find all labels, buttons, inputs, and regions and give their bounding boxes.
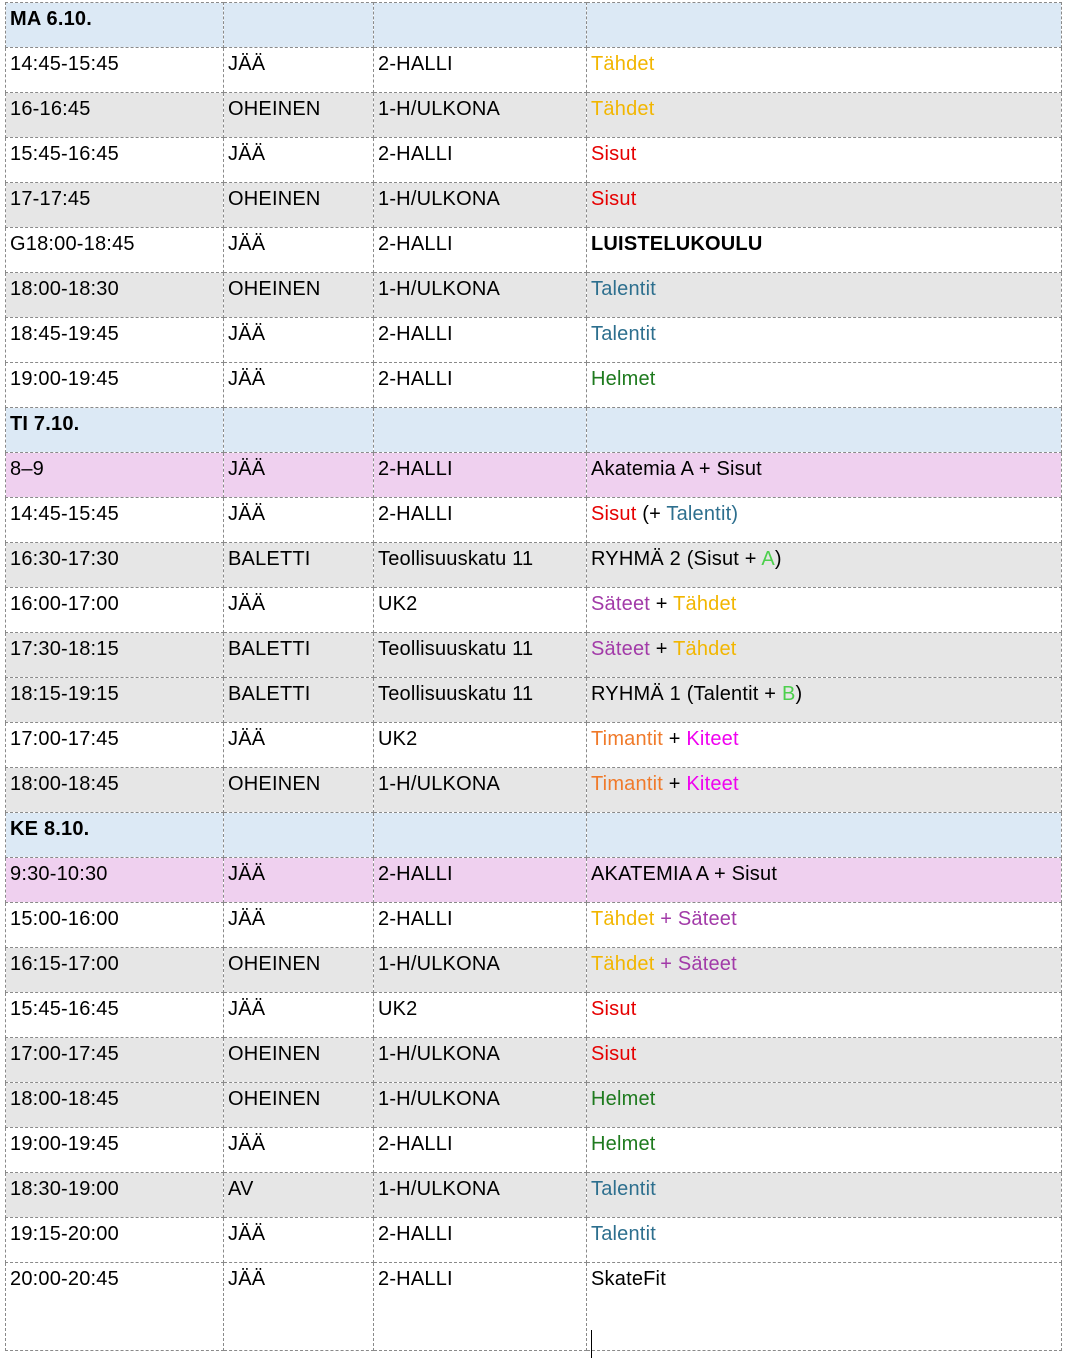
schedule-row — [6, 588, 1062, 633]
time-cell[interactable]: 16:15-17:00 — [6, 948, 224, 993]
time-cell[interactable]: 15:00-16:00 — [6, 903, 224, 948]
location-cell[interactable]: 2-HALLI — [374, 138, 587, 183]
schedule-row — [6, 363, 1062, 408]
schedule-table — [5, 2, 1062, 1351]
group-cell[interactable] — [587, 678, 1062, 723]
group-cell[interactable] — [587, 273, 1062, 318]
day-header-cell[interactable] — [374, 408, 587, 453]
group-segment: Timantit — [591, 773, 663, 795]
group-cell[interactable] — [587, 1083, 1062, 1128]
time-cell[interactable]: 8–9 — [6, 453, 224, 498]
location-cell[interactable]: 1-H/ULKONA — [374, 1083, 587, 1128]
activity-cell[interactable]: JÄÄ — [224, 993, 374, 1038]
activity-cell[interactable]: OHEINEN — [224, 273, 374, 318]
group-segment: Tähdet — [591, 908, 655, 930]
schedule-row — [6, 993, 1062, 1038]
group-segment: Säteet — [591, 638, 651, 660]
activity-cell[interactable]: BALETTI — [224, 543, 374, 588]
location-cell[interactable]: 2-HALLI — [374, 858, 587, 903]
time-cell[interactable]: 9:30-10:30 — [6, 858, 224, 903]
activity-cell[interactable]: OHEINEN — [224, 93, 374, 138]
group-segment: Timantit — [591, 728, 663, 750]
day-header-cell[interactable] — [374, 813, 587, 858]
activity-cell[interactable]: JÄÄ — [224, 138, 374, 183]
activity-cell[interactable]: JÄÄ — [224, 363, 374, 408]
schedule-body — [6, 3, 1062, 1351]
group-segment: Tähdet — [673, 638, 737, 660]
location-cell[interactable]: 1-H/ULKONA — [374, 1038, 587, 1083]
schedule-row — [6, 498, 1062, 543]
group-cell[interactable] — [587, 768, 1062, 813]
group-cell[interactable] — [587, 858, 1062, 903]
group-segment: Helmet — [591, 1088, 656, 1110]
group-segment: LUISTELUKOULU — [591, 233, 763, 255]
activity-cell[interactable]: BALETTI — [224, 678, 374, 723]
day-header-row — [6, 813, 1062, 858]
group-segment: ) — [795, 683, 803, 705]
group-segment: Talentit — [591, 1178, 656, 1200]
day-header-cell[interactable] — [587, 3, 1062, 48]
group-segment: Tähdet — [591, 953, 655, 975]
location-cell[interactable]: 2-HALLI — [374, 1218, 587, 1263]
location-cell[interactable]: 1-H/ULKONA — [374, 273, 587, 318]
day-header-cell[interactable] — [224, 408, 374, 453]
group-cell[interactable] — [587, 453, 1062, 498]
location-cell[interactable]: 1-H/ULKONA — [374, 93, 587, 138]
location-cell[interactable]: 2-HALLI — [374, 48, 587, 93]
location-cell[interactable]: 2-HALLI — [374, 363, 587, 408]
activity-cell[interactable]: OHEINEN — [224, 768, 374, 813]
schedule-row — [6, 723, 1062, 768]
schedule-row — [6, 228, 1062, 273]
location-cell[interactable]: 1-H/ULKONA — [374, 768, 587, 813]
location-cell[interactable]: 2-HALLI — [374, 498, 587, 543]
group-cell[interactable] — [587, 183, 1062, 228]
group-cell[interactable] — [587, 588, 1062, 633]
schedule-row — [6, 1083, 1062, 1128]
schedule-row — [6, 768, 1062, 813]
location-cell[interactable]: Teollisuuskatu 11 — [374, 678, 587, 723]
group-segment: Tähdet — [673, 593, 737, 615]
day-label[interactable]: TI 7.10. — [6, 408, 224, 453]
group-cell[interactable] — [587, 318, 1062, 363]
group-segment: + — [650, 593, 674, 615]
schedule-row — [6, 273, 1062, 318]
schedule-row — [6, 858, 1062, 903]
location-cell[interactable]: 2-HALLI — [374, 318, 587, 363]
group-segment: Helmet — [591, 368, 656, 390]
location-cell[interactable]: 2-HALLI — [374, 1263, 587, 1351]
time-cell[interactable]: 17:30-18:15 — [6, 633, 224, 678]
time-cell[interactable]: 19:00-19:45 — [6, 363, 224, 408]
location-cell[interactable]: UK2 — [374, 588, 587, 633]
group-cell[interactable] — [587, 633, 1062, 678]
location-cell[interactable]: Teollisuuskatu 11 — [374, 543, 587, 588]
activity-cell[interactable]: JÄÄ — [224, 318, 374, 363]
day-header-cell[interactable] — [374, 3, 587, 48]
group-segment: Kiteet — [686, 728, 739, 750]
time-cell[interactable]: 18:00-18:30 — [6, 273, 224, 318]
group-cell[interactable] — [587, 363, 1062, 408]
location-cell[interactable]: 2-HALLI — [374, 453, 587, 498]
time-cell[interactable]: 18:00-18:45 — [6, 1083, 224, 1128]
activity-cell[interactable]: JÄÄ — [224, 588, 374, 633]
group-segment: Helmet — [591, 1133, 656, 1155]
time-cell[interactable]: 14:45-15:45 — [6, 48, 224, 93]
schedule-row — [6, 1263, 1062, 1351]
group-cell[interactable] — [587, 93, 1062, 138]
day-header-cell[interactable] — [224, 813, 374, 858]
location-cell[interactable]: UK2 — [374, 993, 587, 1038]
time-cell[interactable]: 15:45-16:45 — [6, 138, 224, 183]
group-segment: Kiteet — [686, 773, 739, 795]
group-segment: Sisut — [591, 503, 637, 525]
activity-cell[interactable]: OHEINEN — [224, 183, 374, 228]
group-cell[interactable] — [587, 1173, 1062, 1218]
group-segment: + — [650, 638, 674, 660]
schedule-row — [6, 183, 1062, 228]
location-cell[interactable]: 1-H/ULKONA — [374, 948, 587, 993]
day-header-cell[interactable] — [587, 408, 1062, 453]
location-cell[interactable]: 2-HALLI — [374, 228, 587, 273]
time-cell[interactable]: G18:00-18:45 — [6, 228, 224, 273]
group-cell[interactable] — [587, 723, 1062, 768]
group-cell[interactable] — [587, 498, 1062, 543]
schedule-row — [6, 48, 1062, 93]
group-segment: Tähdet — [591, 98, 655, 120]
location-cell[interactable]: 1-H/ULKONA — [374, 183, 587, 228]
group-segment: Talentit — [591, 323, 656, 345]
schedule-row — [6, 318, 1062, 363]
group-segment: RYHMÄ 2 (Sisut + — [591, 548, 762, 570]
activity-cell[interactable]: JÄÄ — [224, 858, 374, 903]
location-cell[interactable]: UK2 — [374, 723, 587, 768]
time-cell[interactable]: 14:45-15:45 — [6, 498, 224, 543]
activity-cell[interactable]: JÄÄ — [224, 498, 374, 543]
group-segment: (+ — [636, 503, 667, 525]
day-header-cell[interactable] — [224, 3, 374, 48]
group-segment: Sisut — [591, 1043, 637, 1065]
group-cell[interactable] — [587, 48, 1062, 93]
time-cell[interactable]: 16:00-17:00 — [6, 588, 224, 633]
time-cell[interactable]: 20:00-20:45 — [6, 1263, 224, 1351]
group-segment: AKATEMIA A + Sisut — [591, 863, 778, 885]
schedule-row — [6, 543, 1062, 588]
schedule-row — [6, 93, 1062, 138]
activity-cell[interactable]: OHEINEN — [224, 948, 374, 993]
time-cell[interactable]: 19:15-20:00 — [6, 1218, 224, 1263]
group-segment: Akatemia A + Sisut — [591, 458, 762, 480]
schedule-row — [6, 453, 1062, 498]
activity-cell[interactable]: JÄÄ — [224, 453, 374, 498]
group-segment: + — [662, 728, 687, 750]
group-cell[interactable] — [587, 993, 1062, 1038]
location-cell[interactable]: 1-H/ULKONA — [374, 1173, 587, 1218]
activity-cell[interactable]: BALETTI — [224, 633, 374, 678]
group-segment: ) — [774, 548, 782, 570]
group-segment: + Säteet — [654, 908, 737, 930]
schedule-row — [6, 1173, 1062, 1218]
time-cell[interactable]: 19:00-19:45 — [6, 1128, 224, 1173]
location-cell[interactable]: Teollisuuskatu 11 — [374, 633, 587, 678]
time-cell[interactable]: 18:30-19:00 — [6, 1173, 224, 1218]
group-cell[interactable] — [587, 1128, 1062, 1173]
group-cell[interactable] — [587, 948, 1062, 993]
activity-cell[interactable]: JÄÄ — [224, 723, 374, 768]
group-cell[interactable] — [587, 1263, 1062, 1351]
group-segment: RYHMÄ 1 (Talentit + — [591, 683, 782, 705]
time-cell[interactable]: 17-17:45 — [6, 183, 224, 228]
group-segment: + — [662, 773, 687, 795]
group-segment: + Säteet — [654, 953, 737, 975]
group-cell[interactable] — [587, 138, 1062, 183]
group-segment: Sisut — [591, 143, 637, 165]
activity-cell[interactable]: JÄÄ — [224, 1128, 374, 1173]
activity-cell[interactable]: OHEINEN — [224, 1038, 374, 1083]
schedule-row — [6, 1128, 1062, 1173]
time-cell[interactable]: 18:00-18:45 — [6, 768, 224, 813]
day-header-row — [6, 408, 1062, 453]
group-cell[interactable] — [587, 543, 1062, 588]
day-header-row — [6, 3, 1062, 48]
schedule-row — [6, 903, 1062, 948]
time-cell[interactable]: 16:30-17:30 — [6, 543, 224, 588]
group-segment: Talentit — [591, 278, 656, 300]
day-label[interactable]: MA 6.10. — [6, 3, 224, 48]
schedule-row — [6, 1038, 1062, 1083]
group-segment: A — [761, 548, 775, 570]
activity-cell[interactable]: JÄÄ — [224, 228, 374, 273]
day-label[interactable]: KE 8.10. — [6, 813, 224, 858]
day-header-cell[interactable] — [587, 813, 1062, 858]
time-cell[interactable]: 15:45-16:45 — [6, 993, 224, 1038]
group-segment: Sisut — [591, 188, 637, 210]
activity-cell[interactable]: JÄÄ — [224, 1263, 374, 1351]
activity-cell[interactable]: JÄÄ — [224, 903, 374, 948]
activity-cell[interactable]: JÄÄ — [224, 48, 374, 93]
time-cell[interactable]: 16-16:45 — [6, 93, 224, 138]
schedule-row — [6, 678, 1062, 723]
activity-cell[interactable]: OHEINEN — [224, 1083, 374, 1128]
group-cell[interactable] — [587, 228, 1062, 273]
group-cell[interactable] — [587, 903, 1062, 948]
schedule-row — [6, 1218, 1062, 1263]
schedule-row — [6, 633, 1062, 678]
location-cell[interactable]: 2-HALLI — [374, 903, 587, 948]
group-segment: Talentit — [591, 1223, 656, 1245]
group-segment: Talentit) — [666, 503, 739, 525]
group-segment: Tähdet — [591, 53, 655, 75]
group-cell[interactable] — [587, 1218, 1062, 1263]
group-segment: SkateFit — [591, 1268, 666, 1290]
text-cursor — [591, 1330, 592, 1358]
location-cell[interactable]: 2-HALLI — [374, 1128, 587, 1173]
group-cell[interactable] — [587, 1038, 1062, 1083]
activity-cell[interactable]: AV — [224, 1173, 374, 1218]
group-segment: Sisut — [591, 998, 637, 1020]
time-cell[interactable]: 17:00-17:45 — [6, 723, 224, 768]
group-segment: B — [781, 683, 796, 705]
time-cell[interactable]: 18:45-19:45 — [6, 318, 224, 363]
time-cell[interactable]: 17:00-17:45 — [6, 1038, 224, 1083]
schedule-row — [6, 948, 1062, 993]
time-cell[interactable]: 18:15-19:15 — [6, 678, 224, 723]
group-segment: Säteet — [591, 593, 651, 615]
activity-cell[interactable]: JÄÄ — [224, 1218, 374, 1263]
schedule-row — [6, 138, 1062, 183]
